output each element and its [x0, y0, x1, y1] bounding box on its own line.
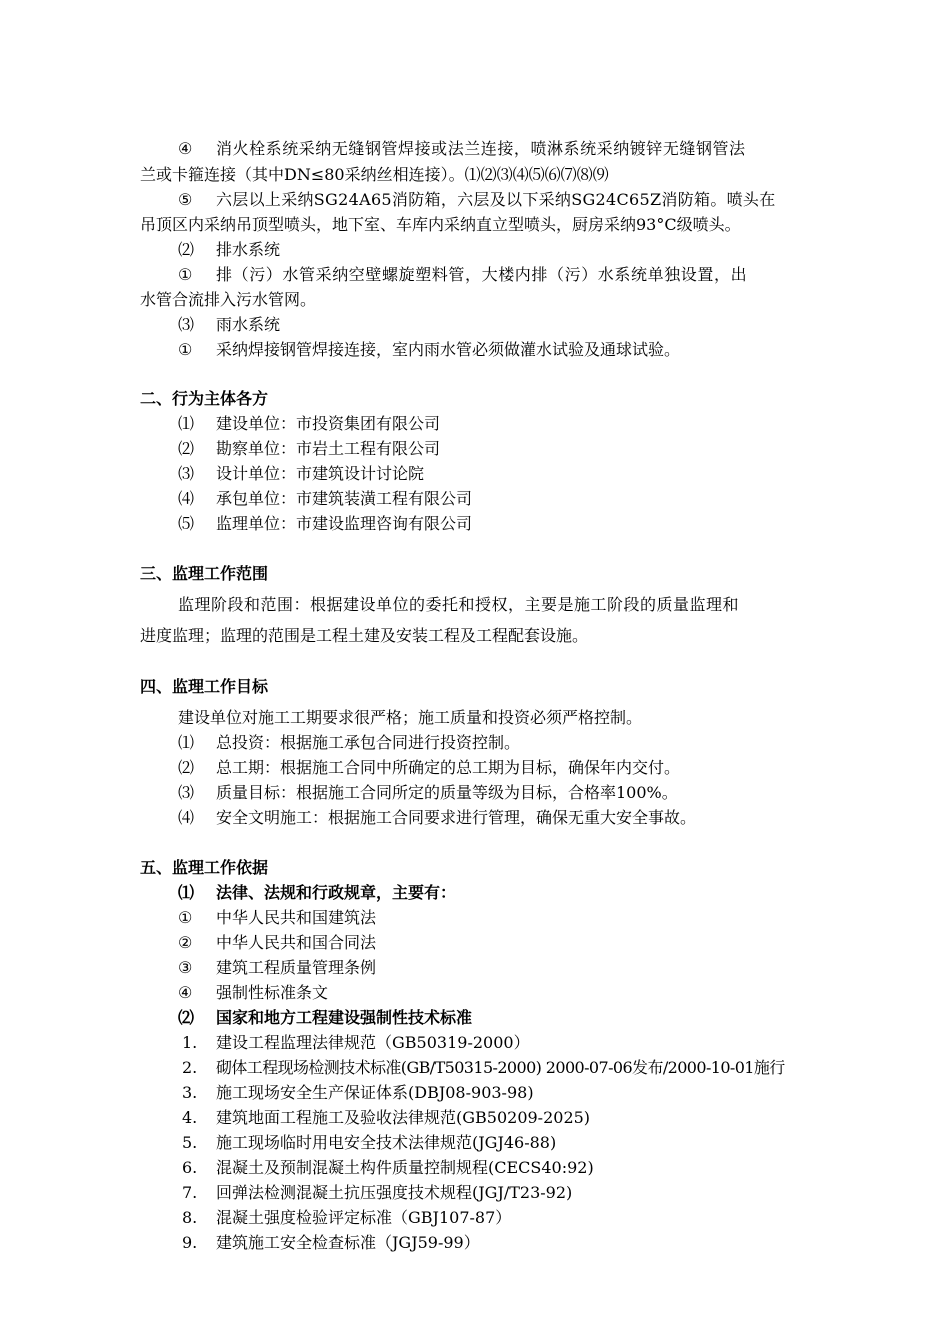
- section-heading: 四、监理工作目标: [140, 677, 269, 696]
- list-item-text: 建设工程监理法律规范（GB50319-2000）: [216, 1033, 530, 1052]
- item-number: ⑶: [178, 783, 195, 802]
- list-item-text: 强制性标准条文: [216, 983, 329, 1002]
- item-number: ⑶: [178, 464, 195, 483]
- item-number: ⑴: [178, 414, 195, 433]
- list-item-text: 建筑地面工程施工及验收法律规范(GB50209-2025): [216, 1108, 591, 1127]
- item-number: ⑴: [178, 883, 195, 902]
- list-item-text: 建筑工程质量管理条例: [216, 958, 377, 977]
- item-number: ⑵: [178, 240, 195, 259]
- paragraph-text: 六层以上采纳SG24A65消防箱，六层及以下采纳SG24C65Z消防箱。喷头在: [216, 190, 776, 209]
- paragraph-text: 水管合流排入污水管网。: [140, 290, 317, 309]
- item-number: 4.: [182, 1108, 198, 1127]
- item-number: ⑵: [178, 1008, 195, 1027]
- item-number: ①: [178, 265, 193, 284]
- list-item-text: 监理单位：市建设监理咨询有限公司: [216, 514, 473, 533]
- paragraph-text: 兰或卡箍连接（其中DN≤80采纳丝相连接）。⑴⑵⑶⑷⑸⑹⑺⑻⑼: [140, 165, 609, 184]
- item-number: 9.: [182, 1233, 198, 1252]
- item-number: 3.: [182, 1083, 198, 1102]
- item-number: 2.: [182, 1058, 198, 1077]
- list-item-text: 混凝土及预制混凝土构件质量控制规程(CECS40:92): [216, 1158, 594, 1177]
- item-number: 5.: [182, 1133, 198, 1152]
- item-number: ⑷: [178, 808, 195, 827]
- paragraph-text: 进度监理；监理的范围是工程土建及安装工程及工程配套设施。: [140, 626, 589, 645]
- item-number: ④: [178, 139, 193, 158]
- item-number: ⑶: [178, 315, 195, 334]
- item-number: ⑤: [178, 190, 193, 209]
- item-number: ⑷: [178, 489, 195, 508]
- list-item-text: 建设单位：市投资集团有限公司: [216, 414, 441, 433]
- list-item-text: 总投资：根据施工承包合同进行投资控制。: [216, 733, 521, 752]
- paragraph-text: 建设单位对施工工期要求很严格；施工质量和投资必须严格控制。: [178, 708, 643, 727]
- item-number: ⑵: [178, 439, 195, 458]
- item-number: ⑵: [178, 758, 195, 777]
- item-number: ⑴: [178, 733, 195, 752]
- item-number: ⑸: [178, 514, 195, 533]
- list-item-text: 回弹法检测混凝土抗压强度技术规程(JGJ/T23-92): [216, 1183, 573, 1202]
- list-item-text: 中华人民共和国合同法: [216, 933, 377, 952]
- list-item-text: 建筑施工安全检查标准（JGJ59-99）: [216, 1233, 480, 1252]
- list-item-text: 安全文明施工：根据施工合同要求进行管理，确保无重大安全事故。: [216, 808, 697, 827]
- subsection-label: 排水系统: [216, 240, 281, 259]
- item-number: ④: [178, 983, 193, 1002]
- item-number: 1.: [182, 1033, 198, 1052]
- subsection-label: 法律、法规和行政规章，主要有：: [216, 883, 457, 902]
- paragraph-text: 排（污）水管采纳空壁螺旋塑料管，大楼内排（污）水系统单独设置，出: [216, 265, 748, 284]
- paragraph-text: 吊顶区内采纳吊顶型喷头，地下室、车库内采纳直立型喷头，厨房采纳93°C级喷头。: [140, 215, 741, 234]
- paragraph-text: 监理阶段和范围：根据建设单位的委托和授权，主要是施工阶段的质量监理和: [178, 595, 740, 614]
- section-heading: 三、监理工作范围: [140, 564, 269, 583]
- item-number: ③: [178, 958, 193, 977]
- item-number: 6.: [182, 1158, 198, 1177]
- list-item-text: 设计单位：市建筑设计讨论院: [216, 464, 425, 483]
- list-item-text: 承包单位：市建筑装潢工程有限公司: [216, 489, 473, 508]
- item-number: 8.: [182, 1208, 198, 1227]
- item-number: ①: [178, 340, 193, 359]
- item-number: 7.: [182, 1183, 198, 1202]
- subsection-label: 雨水系统: [216, 315, 281, 334]
- list-item-text: 施工现场安全生产保证体系(DBJ08-903-98): [216, 1083, 534, 1102]
- item-number: ①: [178, 908, 193, 927]
- paragraph-text: 消火栓系统采纳无缝钢管焊接或法兰连接，喷淋系统采纳镀锌无缝钢管法: [216, 139, 746, 158]
- subsection-label: 国家和地方工程建设强制性技术标准: [216, 1008, 473, 1027]
- section-heading: 二、行为主体各方: [140, 389, 269, 408]
- list-item-text: 勘察单位：市岩土工程有限公司: [216, 439, 441, 458]
- item-number: ②: [178, 933, 193, 952]
- list-item-text: 质量目标：根据施工合同所定的质量等级为目标，合格率100%。: [216, 783, 678, 802]
- list-item-text: 施工现场临时用电安全技术法律规范(JGJ46-88): [216, 1133, 557, 1152]
- list-item-text: 混凝土强度检验评定标准（GBJ107-87）: [216, 1208, 512, 1227]
- list-item-text: 砌体工程现场检测技术标准(GB/T50315-2000) 2000-07-06发布/2000-10-01施行: [216, 1058, 785, 1077]
- list-item-text: 中华人民共和国建筑法: [216, 908, 377, 927]
- section-heading: 五、监理工作依据: [140, 858, 269, 877]
- paragraph-text: 采纳焊接钢管焊接连接，室内雨水管必须做灌水试验及通球试验。: [216, 340, 681, 359]
- list-item-text: 总工期：根据施工合同中所确定的总工期为目标，确保年内交付。: [216, 758, 681, 777]
